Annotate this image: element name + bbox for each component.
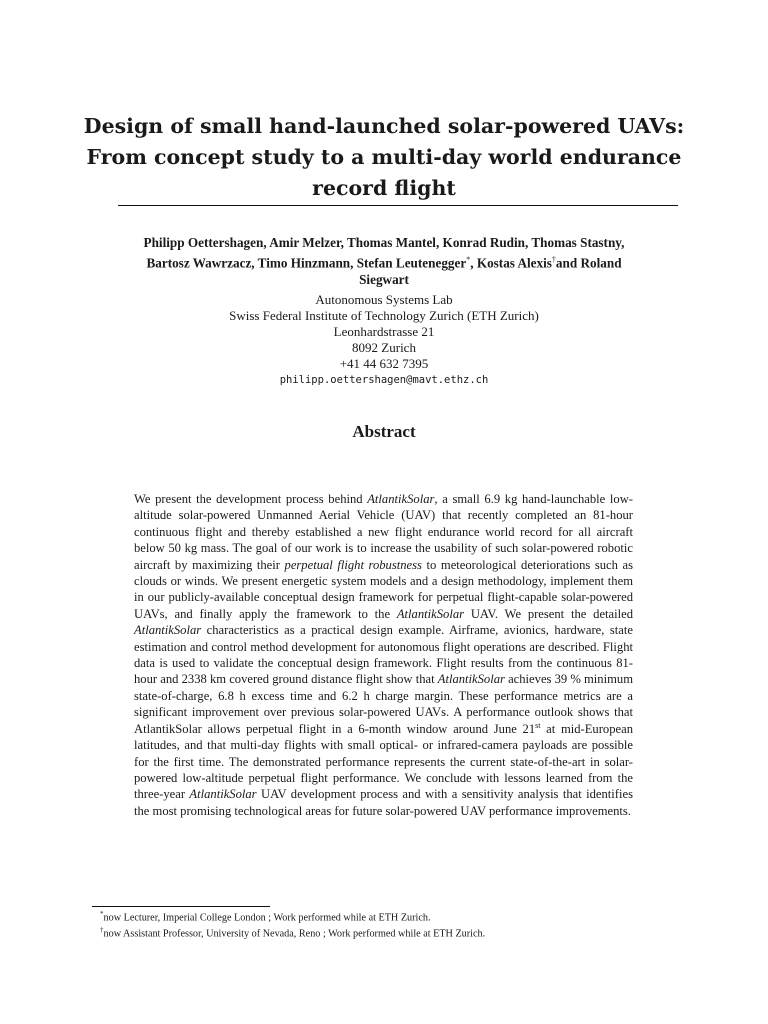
abstract-text: , a small 6.9 kg hand-launchable low-altitude solar-powered Unmanned Aerial Vehicle (UAV) that recently completed an 81-hour continuous flight and thereby established a new flight endurance world record for all aircraft below 50 kg mass. The goal of our work is to increase the usability of such solar-powered robotic aircraft by maximizing their	[134, 492, 633, 572]
affiliation-lab: Autonomous Systems Lab	[315, 292, 453, 307]
title-divider	[118, 205, 678, 206]
abstract-heading: Abstract	[352, 422, 416, 441]
abstract-text: to meteorological deteriorations such as clouds or winds. We present energetic system models and a design methodology, implement them in our publicly-available conceptual design framework for perpetual flight-capable solar-powered UAVs, and finally apply the framework to the	[134, 557, 633, 621]
author-footnote-mark-1: *	[466, 255, 471, 264]
affiliation-institute: Swiss Federal Institute of Technology Zurich (ETH Zurich)	[229, 308, 539, 323]
affiliation-phone: +41 44 632 7395	[339, 356, 429, 371]
title-line-1: Design of small hand-launched solar-powered UAVs:	[83, 114, 685, 138]
abstract-text: UAV development process and with a sensitivity analysis that identifies the most promising technological areas for future solar-powered UAV performance improvements.	[134, 787, 633, 818]
affiliation-city: 8092 Zurich	[352, 340, 416, 355]
affiliation-block	[160, 292, 608, 388]
contact-email[interactable]: philipp.oettershagen@mavt.ethz.ch	[279, 374, 489, 386]
footnote-item	[100, 908, 660, 924]
affiliation-street: Leonhardstrasse 21	[333, 324, 435, 339]
author-footnote-mark-2: †	[551, 255, 556, 264]
abstract-body	[134, 491, 633, 819]
abstract-text: We present the development process behind	[134, 492, 368, 506]
authors-part-1: Philipp Oettershagen, Amir Melzer, Thomas Mantel, Konrad Rudin, Thomas Stastny, Bartosz Wawrzacz, Timo Hinzmann, Stefan Leutenegger	[143, 235, 625, 271]
authors-part-2: , Kostas Alexis	[470, 255, 552, 271]
abstract-text: achieves 39 % minimum state-of-charge, 6.8 h excess time and 6.2 h charge margin. These performance metrics are a significant improvement over previous solar-powered UAVs. A performance outlook shows that AtlantikSolar allows perpetual flight in a 6-month window around June 21	[134, 672, 633, 736]
abstract-text: UAV. We present the detailed	[464, 606, 634, 621]
footnote-item	[100, 924, 660, 940]
emphasis-term: perpetual flight robustness	[284, 557, 422, 572]
title-line-3: record flight	[312, 176, 456, 200]
aircraft-name: AtlantikSolar	[367, 492, 435, 506]
footnote-divider	[92, 906, 270, 907]
aircraft-name: AtlantikSolar	[437, 672, 505, 687]
aircraft-name: AtlantikSolar	[134, 623, 202, 638]
footnotes	[100, 908, 660, 941]
author-list	[130, 234, 638, 288]
footnote-mark: †	[100, 926, 104, 935]
authors-part-3: and Roland Siegwart	[359, 255, 622, 288]
abstract-text: at mid-European latitudes, and that multi-day flights with small optical- or infrared-camera payloads are possible for the first time. The demonstrated performance represents the current state-of-the-art in solar-powered low-altitude perpetual flight performance. We conclude with lessons learned from the three-year	[134, 721, 633, 802]
aircraft-name: AtlantikSolar	[189, 787, 257, 802]
aircraft-name: AtlantikSolar	[396, 606, 465, 621]
footnote-text: now Lecturer, Imperial College London ; Work performed while at ETH Zurich.	[103, 912, 431, 924]
paper-title	[60, 111, 708, 204]
title-line-2: From concept study to a multi-day world endurance	[86, 145, 682, 169]
ordinal-suffix: st	[535, 720, 541, 730]
abstract-text: characteristics as a practical design example. Airframe, avionics, hardware, state estimation and control method development for autonomous flight operations are described. Flight data is used to validate the conceptual design framework. Flight results from the continuous 81-hour and 2338 km covered ground distance flight show that	[134, 623, 633, 687]
footnote-text: now Assistant Professor, University of Nevada, Reno ; Work performed while at ETH Zurich.	[103, 928, 486, 940]
footnote-mark: *	[100, 910, 104, 918]
